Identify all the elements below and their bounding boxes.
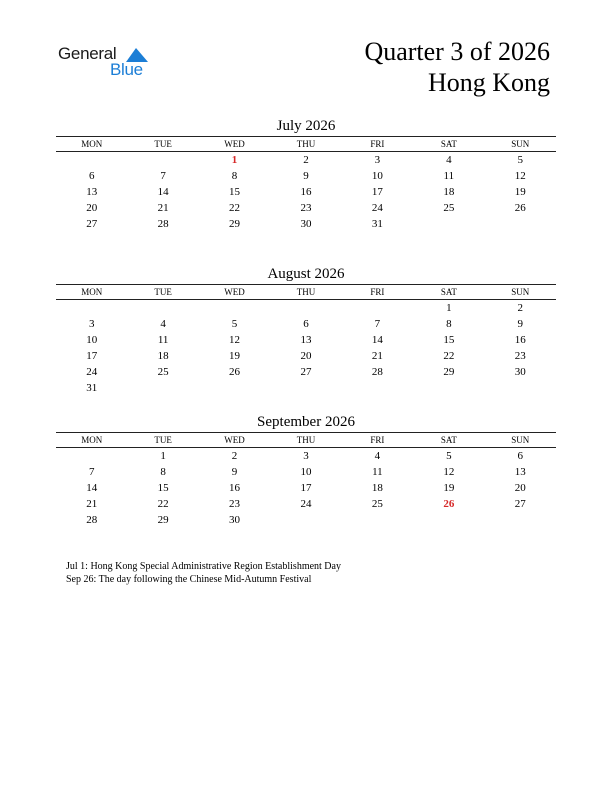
day-cell: 16 [514, 334, 526, 346]
day-cell [485, 216, 556, 232]
day-cell [342, 512, 413, 528]
weekday-header: SAT [413, 433, 484, 448]
week-row [56, 152, 556, 169]
day-cell: 9 [231, 466, 238, 478]
day-cell: 20 [514, 482, 526, 494]
day-cell [56, 300, 127, 317]
day-cell [270, 300, 341, 317]
weekday-header: FRI [342, 433, 413, 448]
day-cell: 5 [446, 450, 452, 462]
day-cell: 19 [229, 350, 241, 362]
day-cell: 2 [303, 154, 309, 166]
day-cell: 22 [443, 350, 455, 362]
calendar-table [56, 136, 556, 232]
day-cell: 26 [229, 366, 241, 378]
month-august [56, 264, 556, 396]
day-cell: 30 [514, 366, 526, 378]
day-cell: 5 [517, 154, 524, 166]
day-cell: 31 [371, 218, 383, 230]
month-title: July 2026 [276, 118, 336, 134]
day-cell: 29 [229, 218, 241, 230]
day-cell: 15 [443, 334, 455, 346]
day-cell: 22 [229, 202, 241, 214]
day-cell: 16 [229, 482, 241, 494]
day-cell [413, 380, 484, 396]
day-cell: 8 [231, 170, 238, 182]
day-cell: 19 [443, 482, 455, 494]
weekday-header: SAT [413, 137, 484, 152]
day-cell [485, 380, 556, 396]
day-cell: 18 [371, 482, 383, 494]
day-cell: 18 [443, 186, 455, 198]
day-cell: 1 [446, 302, 452, 314]
day-cell: 18 [157, 350, 169, 362]
weekday-header: TUE [127, 285, 198, 300]
month-july [56, 116, 556, 232]
day-cell: 17 [300, 482, 312, 494]
day-cell: 25 [157, 366, 169, 378]
weekday-header-row [56, 433, 556, 448]
day-cell: 25 [371, 498, 383, 510]
day-cell: 30 [229, 514, 241, 526]
week-row [56, 348, 556, 364]
quarter-title: Quarter 3 of 2026 [364, 37, 550, 66]
weekday-header: SUN [485, 285, 556, 300]
day-cell: 14 [371, 334, 383, 346]
weekday-header: MON [56, 285, 127, 300]
day-cell: 21 [157, 202, 169, 214]
weekday-header: TUE [127, 137, 198, 152]
day-cell: 3 [303, 450, 309, 462]
day-cell: 2 [517, 302, 524, 314]
logo-blue-text: Blue [110, 60, 143, 79]
day-cell [127, 380, 198, 396]
page-title [364, 36, 550, 98]
day-cell: 15 [157, 482, 169, 494]
day-cell: 6 [517, 450, 524, 462]
weekday-header: SUN [485, 137, 556, 152]
day-cell: 13 [514, 466, 526, 478]
day-cell [56, 448, 127, 465]
day-cell: 11 [443, 170, 455, 182]
day-cell: 4 [446, 154, 452, 166]
week-row [56, 448, 556, 465]
day-cell: 12 [229, 334, 241, 346]
logo-general-text: General [58, 44, 117, 63]
week-row [56, 168, 556, 184]
day-cell: 21 [371, 350, 383, 362]
weekday-header: MON [56, 433, 127, 448]
weekday-header: WED [199, 285, 270, 300]
day-cell: 26 [514, 202, 526, 214]
day-cell: 3 [88, 318, 95, 330]
holiday-note: Jul 1: Hong Kong Special Administrative Region Establishment Day [66, 561, 341, 572]
day-cell: 10 [86, 334, 98, 346]
day-cell: 9 [517, 318, 524, 330]
weekday-header: WED [199, 433, 270, 448]
weekday-header-row [56, 285, 556, 300]
day-cell: 7 [374, 318, 381, 330]
weekday-header: THU [270, 137, 341, 152]
week-row [56, 300, 556, 317]
day-cell: 10 [371, 170, 383, 182]
day-cell: 6 [88, 170, 95, 182]
day-cell: 28 [371, 366, 383, 378]
day-cell: 25 [443, 202, 455, 214]
day-cell [199, 380, 270, 396]
day-cell: 15 [229, 186, 241, 198]
week-row [56, 480, 556, 496]
day-cell: 10 [300, 466, 312, 478]
day-cell: 17 [86, 350, 98, 362]
day-cell: 27 [300, 366, 312, 378]
weekday-header: THU [270, 285, 341, 300]
month-title: September 2026 [257, 414, 355, 430]
day-cell [413, 216, 484, 232]
weekday-header: SUN [485, 433, 556, 448]
weekday-header-row [56, 137, 556, 152]
day-cell: 29 [443, 366, 455, 378]
day-cell: 28 [157, 218, 169, 230]
day-cell: 9 [303, 170, 309, 182]
day-cell: 11 [372, 466, 383, 478]
day-cell: 7 [160, 170, 166, 182]
day-cell: 2 [231, 450, 238, 462]
day-cell: 8 [160, 466, 166, 478]
week-row [56, 184, 556, 200]
day-cell: 11 [157, 334, 169, 346]
day-cell: 3 [374, 154, 381, 166]
day-cell [56, 152, 127, 169]
day-cell: 28 [86, 514, 98, 526]
day-cell: 7 [88, 466, 95, 478]
holiday-note: Sep 26: The day following the Chinese Mid-Autumn Festival [66, 574, 312, 585]
week-row [56, 364, 556, 380]
day-cell: 4 [374, 450, 381, 462]
holiday-notes [66, 560, 341, 586]
day-cell: 24 [86, 366, 98, 378]
day-cell: 22 [157, 498, 169, 510]
week-row [56, 200, 556, 216]
day-cell: 31 [86, 382, 98, 394]
week-row [56, 380, 556, 396]
weekday-header: FRI [342, 137, 413, 152]
day-cell: 1 [160, 450, 166, 462]
day-cell: 21 [86, 498, 98, 510]
calendar-table [56, 284, 556, 396]
day-cell: 17 [371, 186, 383, 198]
day-cell [199, 300, 270, 317]
day-cell: 14 [157, 186, 169, 198]
month-september [56, 412, 556, 528]
week-row [56, 216, 556, 232]
weekday-header: THU [270, 433, 341, 448]
day-cell: 5 [231, 318, 238, 330]
day-cell [270, 380, 341, 396]
day-cell: 24 [371, 202, 383, 214]
day-cell: 20 [300, 350, 312, 362]
day-cell: 23 [300, 202, 312, 214]
day-cell [342, 300, 413, 317]
week-row [56, 464, 556, 480]
day-cell: 27 [514, 498, 526, 510]
day-cell: 12 [443, 466, 455, 478]
day-cell: 26 [443, 498, 455, 510]
day-cell: 20 [86, 202, 98, 214]
day-cell [342, 380, 413, 396]
day-cell: 1 [231, 154, 238, 166]
day-cell: 30 [300, 218, 312, 230]
day-cell [127, 152, 198, 169]
day-cell: 24 [300, 498, 312, 510]
day-cell [485, 512, 556, 528]
day-cell: 8 [446, 318, 452, 330]
month-title: August 2026 [267, 266, 345, 282]
weekday-header: WED [199, 137, 270, 152]
week-row [56, 332, 556, 348]
week-row [56, 316, 556, 332]
day-cell: 29 [157, 514, 169, 526]
day-cell: 14 [86, 482, 98, 494]
week-row [56, 512, 556, 528]
day-cell [127, 300, 198, 317]
day-cell [270, 512, 341, 528]
weekday-header: TUE [127, 433, 198, 448]
day-cell [413, 512, 484, 528]
day-cell: 27 [86, 218, 98, 230]
day-cell: 4 [160, 318, 166, 330]
day-cell: 13 [86, 186, 98, 198]
day-cell: 23 [514, 350, 526, 362]
day-cell: 16 [300, 186, 312, 198]
calendar-table [56, 432, 556, 528]
region-title: Hong Kong [427, 68, 550, 97]
day-cell: 12 [514, 170, 526, 182]
day-cell: 6 [303, 318, 309, 330]
weekday-header: MON [56, 137, 127, 152]
week-row [56, 496, 556, 512]
weekday-header: FRI [342, 285, 413, 300]
day-cell: 13 [300, 334, 312, 346]
day-cell: 23 [229, 498, 241, 510]
weekday-header: SAT [413, 285, 484, 300]
day-cell: 19 [514, 186, 526, 198]
general-blue-logo [58, 44, 158, 84]
